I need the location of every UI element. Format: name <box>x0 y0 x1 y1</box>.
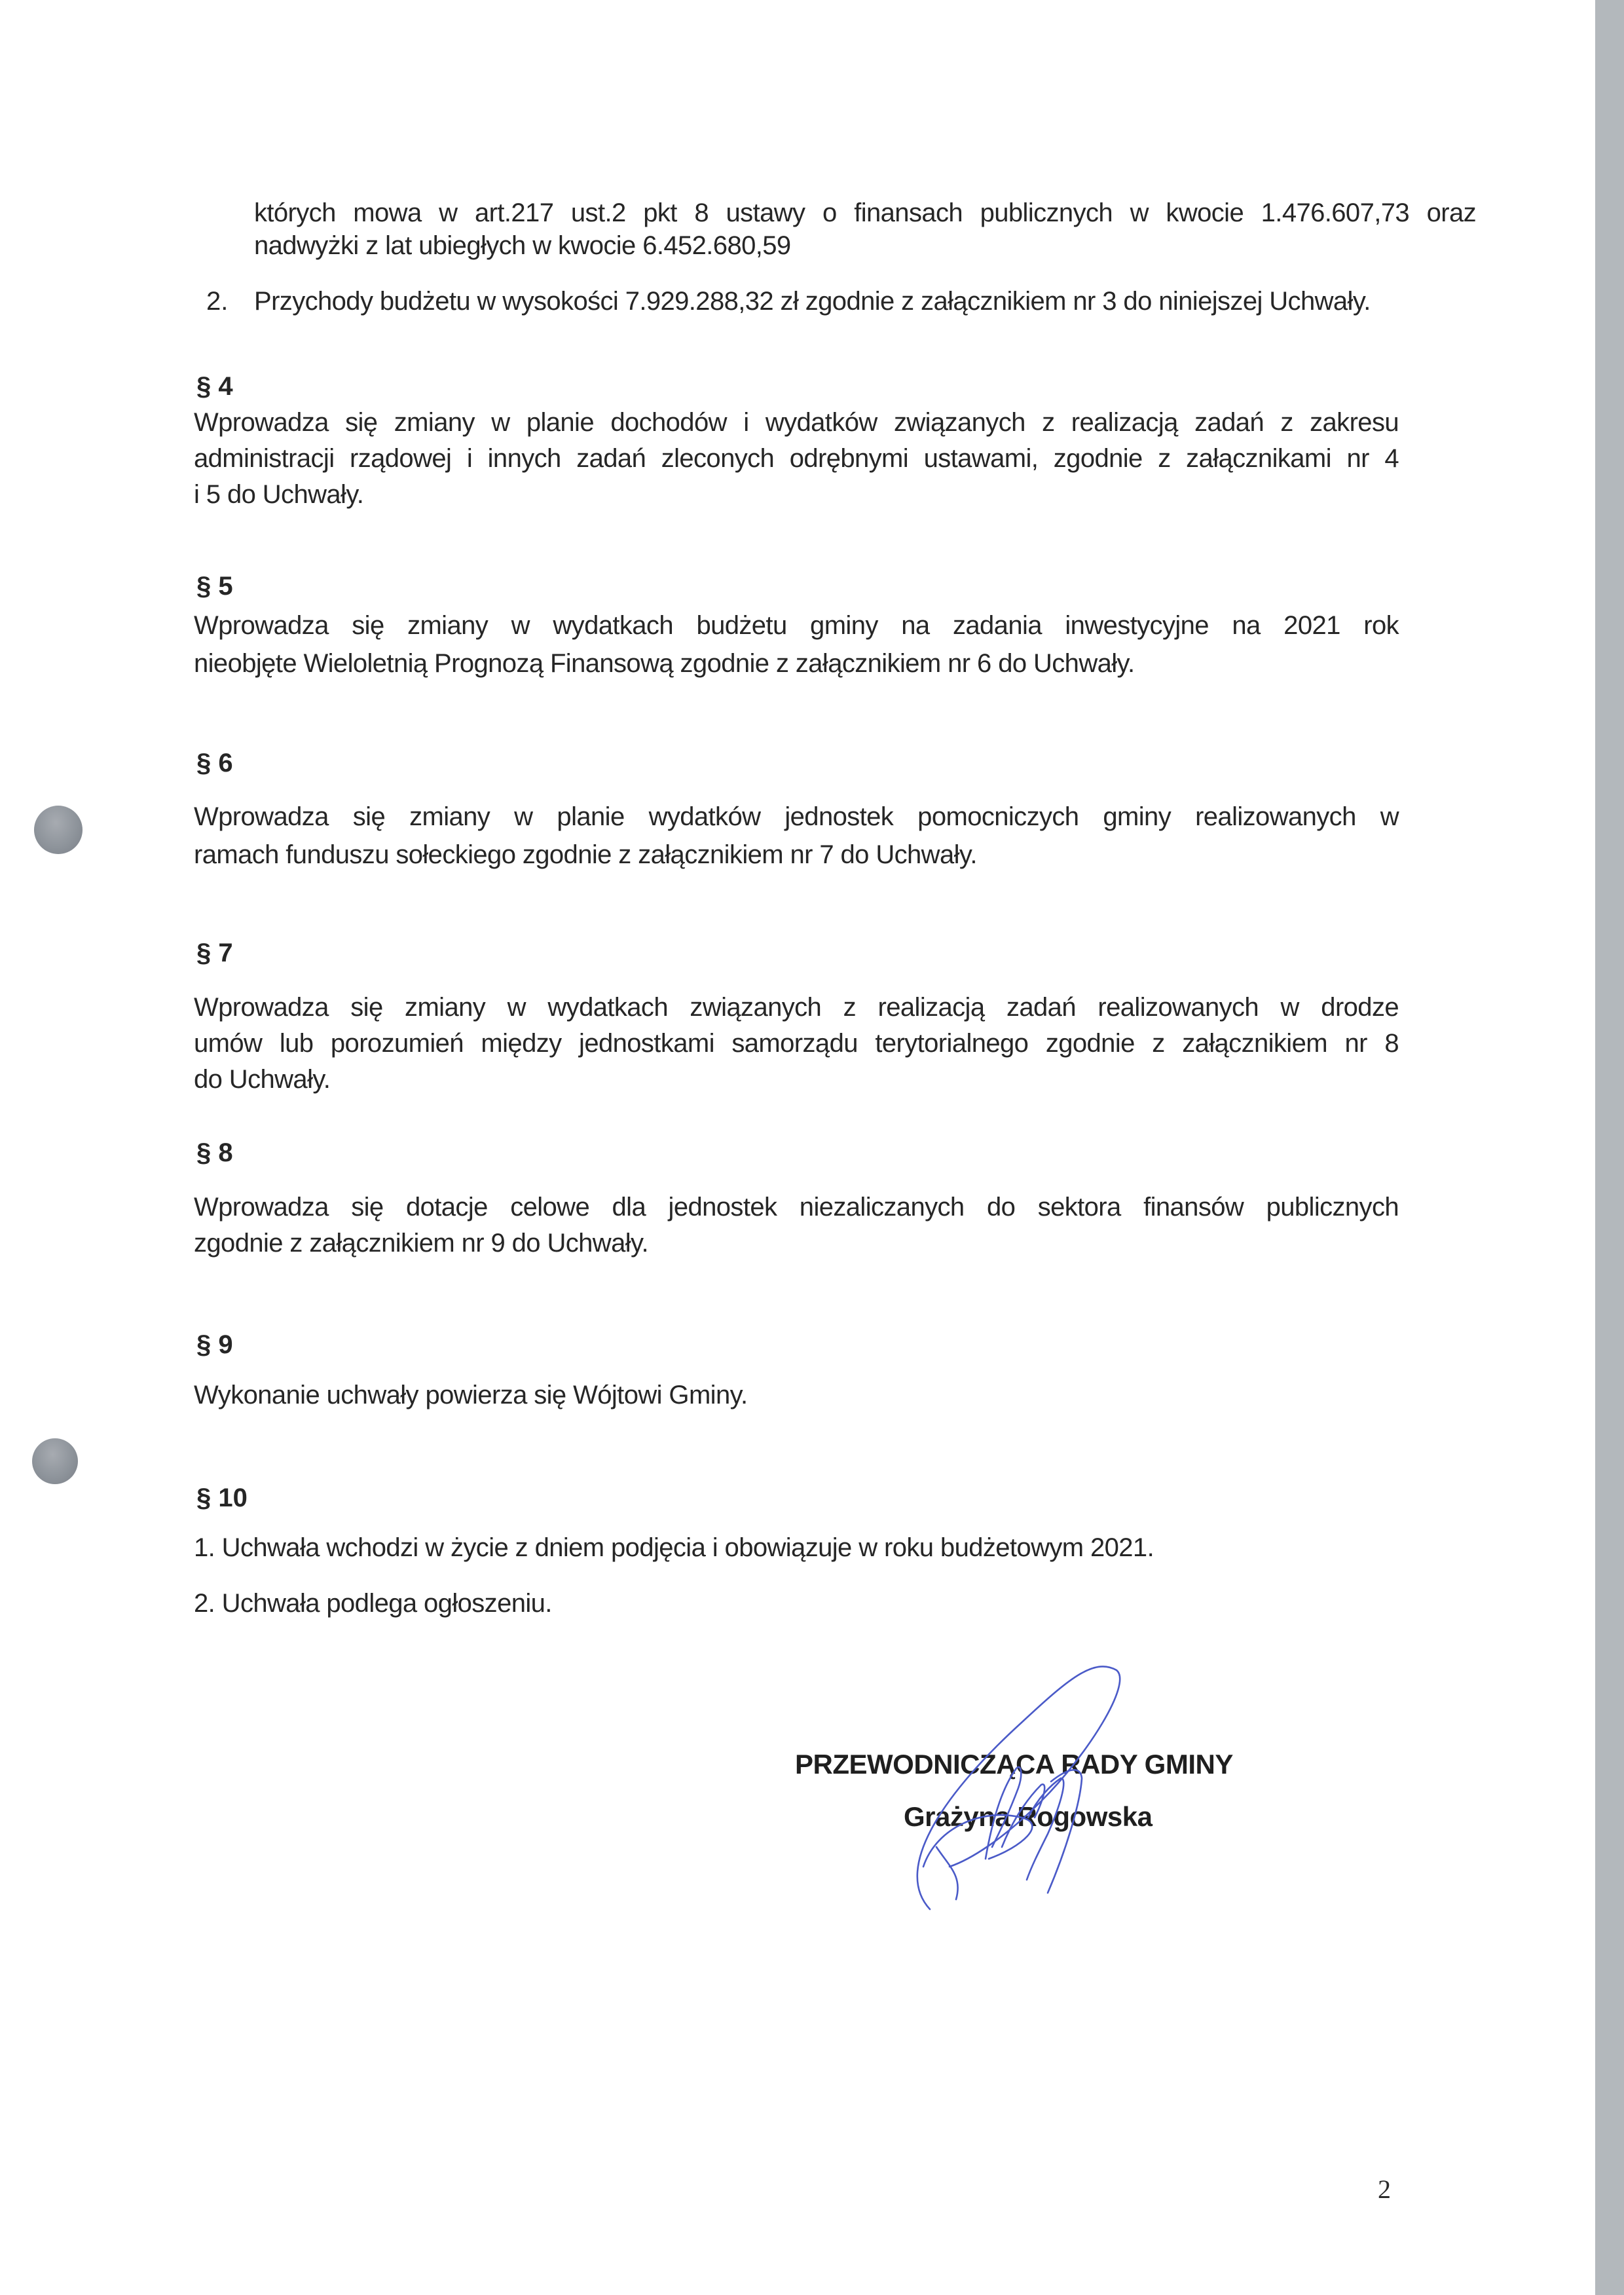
punch-hole <box>34 806 83 854</box>
section-line: nieobjęte Wieloletnią Prognozą Finansową zgodnie z załącznikiem nr 6 do Uchwały. <box>194 649 1135 678</box>
section-line: Wprowadza się zmiany w wydatkach związanych z realizacją zadań realizowanych w drodze <box>194 993 1399 1022</box>
signatory-title: PRZEWODNICZĄCA RADY GMINY <box>795 1749 1233 1780</box>
section-line: zgodnie z załącznikiem nr 9 do Uchwały. <box>194 1229 648 1258</box>
section-heading: § 10 <box>196 1483 248 1512</box>
signature-stroke <box>936 1847 958 1899</box>
signature-stroke <box>917 1666 1120 1909</box>
section-heading: § 6 <box>196 749 233 777</box>
intro-item-text: Przychody budżetu w wysokości 7.929.288,32 zł zgodnie z załącznikiem nr 3 do niniejszej Uchwały. <box>254 287 1371 316</box>
section-heading: § 9 <box>196 1330 233 1359</box>
section-line: 1. Uchwała wchodzi w życie z dniem podjęcia i obowiązuje w roku budżetowym 2021. <box>194 1533 1154 1562</box>
section-line: Wykonanie uchwały powierza się Wójtowi Gminy. <box>194 1381 748 1409</box>
handwritten-signature <box>851 1651 1153 1926</box>
section-heading: § 4 <box>196 372 233 401</box>
punch-hole <box>32 1438 78 1484</box>
page-number: 2 <box>1378 2174 1391 2204</box>
section-heading: § 5 <box>196 572 233 601</box>
intro-line: których mowa w art.217 ust.2 pkt 8 ustawy o finansach publicznych w kwocie 1.476.607,73 oraz <box>254 198 1476 227</box>
section-line: i 5 do Uchwały. <box>194 480 364 509</box>
section-line: ramach funduszu sołeckiego zgodnie z załącznikiem nr 7 do Uchwały. <box>194 840 977 869</box>
list-number: 2. <box>206 287 229 316</box>
section-line: administracji rządowej i innych zadań zleconych odrębnymi ustawami, zgodnie z załącznikami nr 4 <box>194 444 1399 473</box>
intro-line: nadwyżki z lat ubiegłych w kwocie 6.452.680,59 <box>254 231 791 260</box>
section-line: Wprowadza się zmiany w wydatkach budżetu gminy na zadania inwestycyjne na 2021 rok <box>194 611 1399 640</box>
section-heading: § 7 <box>196 939 233 967</box>
section-line: do Uchwały. <box>194 1065 331 1094</box>
section-line: Wprowadza się zmiany w planie dochodów i wydatków związanych z realizacją zadań z zakresu <box>194 408 1399 437</box>
section-line: Wprowadza się zmiany w planie wydatków jednostek pomocniczych gminy realizowanych w <box>194 802 1399 831</box>
signatory-name: Grażyna Rogowska <box>904 1801 1153 1832</box>
section-heading: § 8 <box>196 1138 233 1167</box>
section-line: umów lub porozumień między jednostkami samorządu terytorialnego zgodnie z załącznikiem nr 8 <box>194 1029 1399 1058</box>
section-line: 2. Uchwała podlega ogłoszeniu. <box>194 1589 552 1618</box>
section-line: Wprowadza się dotacje celowe dla jednostek niezaliczanych do sektora finansów publicznych <box>194 1193 1399 1222</box>
scan-edge-shadow <box>1595 0 1624 2295</box>
